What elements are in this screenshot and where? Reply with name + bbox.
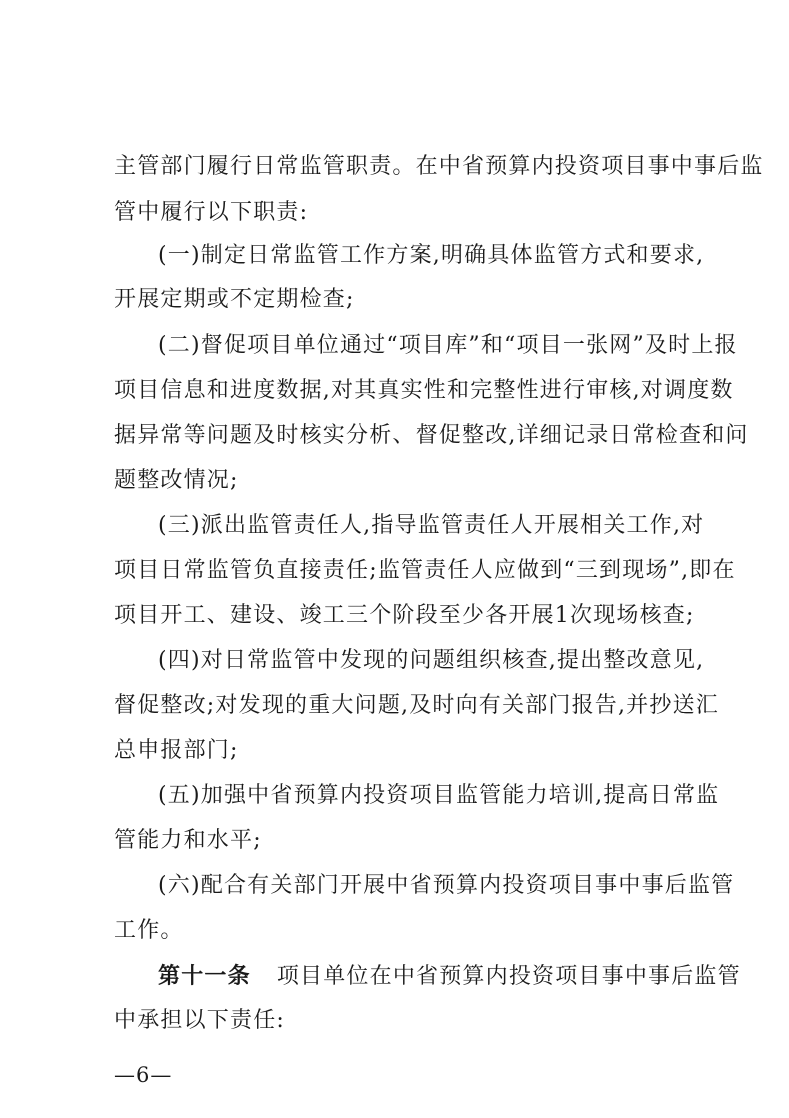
paragraph-line: (四)对日常监管中发现的问题组织核查,提出整改意见, (158, 648, 705, 673)
paragraph-line: 项目日常监管负直接责任;监管责任人应做到“三到现场”,即在 (114, 558, 736, 583)
paragraph-line: 开展定期或不定期检查; (114, 287, 355, 312)
paragraph-line: (一)制定日常监管工作方案,明确具体监管方式和要求, (158, 243, 705, 268)
page-number: —6— (114, 1063, 173, 1087)
paragraph-line: 据异常等问题及时核实分析、督促整改,详细记录日常检查和问 (114, 423, 749, 448)
paragraph-line: (五)加强中省预算内投资项目监管能力培训,提高日常监 (158, 783, 720, 808)
paragraph-line: (三)派出监管责任人,指导监管责任人开展相关工作,对 (158, 513, 705, 538)
paragraph-line: (六)配合有关部门开展中省预算内投资项目事中事后监管 (158, 873, 735, 898)
paragraph-line: 工作。 (114, 918, 184, 943)
paragraph-line: 题整改情况; (114, 468, 239, 493)
article-continuation-line: 中承担以下责任: (114, 1008, 286, 1033)
paragraph-line: 督促整改;对发现的重大问题,及时向有关部门报告,并抄送汇 (114, 693, 720, 718)
paragraph-line: 项目开工、建设、竣工三个阶段至少各开展1次现场核查; (114, 603, 695, 628)
paragraph-line: 主管部门履行日常监管职责。在中省预算内投资项目事中事后监 (114, 154, 764, 179)
paragraph-line: 总申报部门; (114, 738, 239, 763)
paragraph-line: 管中履行以下职责: (114, 200, 309, 225)
article-label: 第十一条 (158, 963, 251, 989)
paragraph-line: 管能力和水平; (114, 828, 262, 853)
article-heading-line (158, 960, 741, 992)
article-text: 项目单位在中省预算内投资项目事中事后监管 (276, 964, 741, 989)
paragraph-line: 项目信息和进度数据,对其真实性和完整性进行审核,对调度数 (114, 378, 734, 403)
paragraph-line: (二)督促项目单位通过“项目库”和“项目一张网”及时上报 (158, 333, 738, 358)
